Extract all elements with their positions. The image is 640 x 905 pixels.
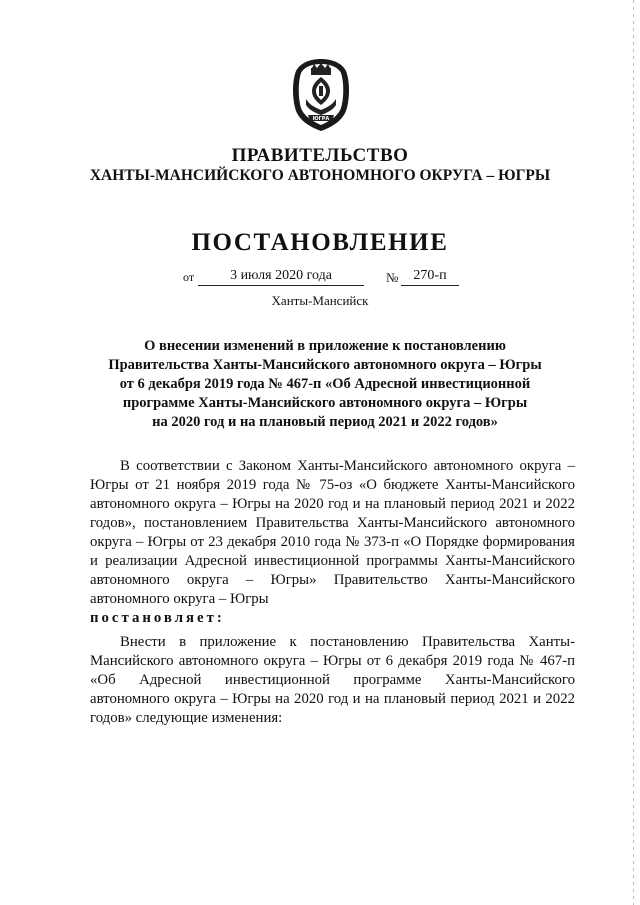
number-value: 270-п: [401, 268, 459, 286]
city-name: Ханты-Мансийск: [271, 293, 369, 308]
date-label: от: [183, 270, 195, 284]
title-line: Правительства Ханты-Мансийского автономного округа – Югры: [108, 357, 542, 373]
title-line: О внесении изменений в приложение к постановлению: [144, 338, 506, 354]
org-name-line2: ХАНТЫ-МАНСИЙСКОГО АВТОНОМНОГО ОКРУГА – ЮГРЫ: [89, 167, 551, 184]
resolves-word: постановляет:: [90, 610, 225, 626]
operative-paragraph: [90, 633, 575, 728]
number-label: №: [386, 270, 399, 285]
title-line: на 2020 год и на плановый период 2021 и 2022 годов»: [152, 414, 498, 430]
khmao-coat-of-arms-icon: [290, 55, 352, 135]
operative-text: Внести в приложение к постановлению Правительства Ханты-Мансийского автономного округа – Югры от 6 декабря 2019 года № 467-п «Об Адресной инвестиционной программе Ханты-Мансийского автономного округа – Югры на 2020 год и на плановый период 2021 и 2022 годов» следующие изменения:: [90, 634, 575, 726]
title-line: программе Ханты-Мансийского автономного округа – Югры: [122, 395, 528, 411]
scan-edge-artifact: [633, 0, 634, 905]
document-type-heading: ПОСТАНОВЛЕНИЕ: [191, 229, 449, 256]
preamble-paragraph: [90, 457, 575, 628]
date-value: 3 июля 2020 года: [198, 268, 364, 286]
emblem-ribbon-text: ЮГРА: [312, 116, 330, 122]
title-line: от 6 декабря 2019 года № 467-п «Об Адресной инвестиционной: [119, 376, 531, 392]
org-name-line1: ПРАВИТЕЛЬСТВО: [231, 145, 409, 166]
document-title: [90, 337, 560, 432]
preamble-text: В соответствии с Законом Ханты-Мансийского автономного округа – Югры от 21 ноября 2019 года № 75-оз «О бюджете Ханты-Мансийского автономного округа – Югры на 2020 год и на плановый период 2021 и 2022 годов», постановлением Правительства Ханты-Мансийского автономного округа – Югры от 23 декабря 2010 года № 373-п «О Порядке формирования и реализации Адресной инвестиционной программы Ханты-Мансийского автономного округа – Югры» Правительство Ханты-Мансийского автономного округа – Югры: [90, 458, 575, 607]
